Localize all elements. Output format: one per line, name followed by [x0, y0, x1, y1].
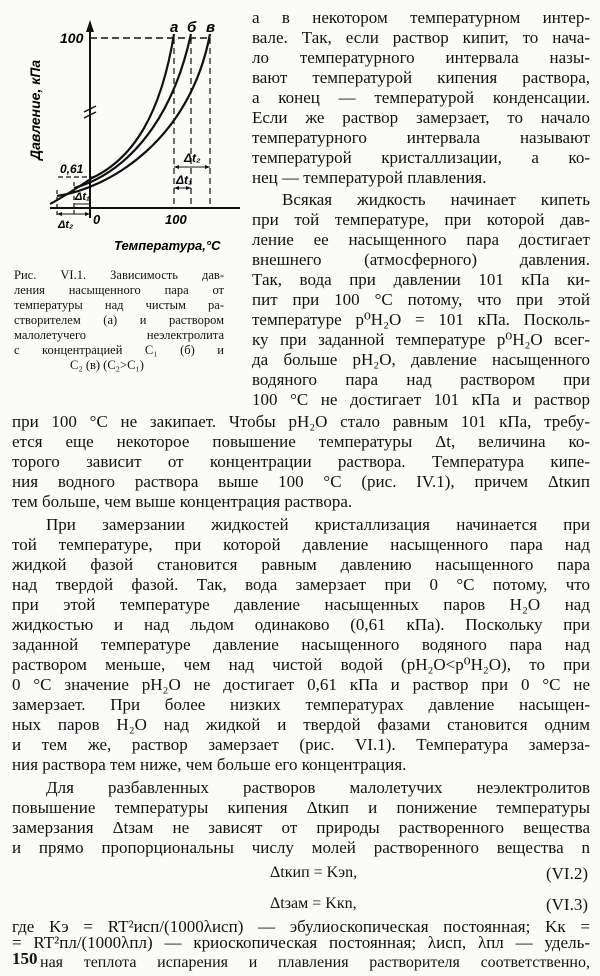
text-line: ется еще некоторое повышение температуры Δt, величина ко-: [12, 432, 590, 451]
text-line: где Kэ = RT²исп/(1000λисп) — эбулиоскопическая постоянная; Kк =: [12, 917, 590, 936]
caption-line: C₂ (в) (C₂>C₁): [70, 358, 144, 372]
text-line: замерзания Δtзам не зависят от природы растворенного вещества: [12, 818, 590, 837]
text-line: ных паров H₂O над жидкой и твердой фазами становится одним: [12, 715, 590, 734]
dt1-low-label: Δt₁: [75, 191, 90, 203]
text-line: вале. Так, если раствор кипит, то нача-: [252, 28, 590, 47]
text-line: и тем же, раствор замерзает (рис. VI.1). Температура замерза-: [12, 735, 590, 754]
vapor-pressure-figure: [10, 10, 250, 272]
text-line: Так, вода при давлении 101 кПа ки-: [252, 270, 590, 289]
text-line: Для разбавленных растворов малолетучих неэлектролитов: [46, 778, 590, 797]
text-line: торого зависит от концентрации раствора. Температура кипе-: [12, 452, 590, 471]
page-number: 150: [12, 949, 38, 968]
x-axis-label: Температура,°С: [114, 238, 221, 253]
text-line: ния водного раствора выше 100 °С (рис. IV.1), причем Δtкип: [12, 472, 590, 491]
curve-label-a: а: [170, 19, 179, 36]
caption-line: Рис. VI.1. Зависимость дав-: [14, 268, 224, 282]
text-line: вают температурой кипения раствора,: [252, 68, 590, 87]
text-line: ния раствора тем ниже, чем больше его концентрация.: [12, 755, 407, 774]
text-line: 0 °С значение pH₂O не достигает 0,61 кПа и раствор при 0 °С не: [12, 675, 590, 694]
text-line: той температуре, при которой давление насыщенного пара над: [12, 535, 590, 554]
text-line: а конец — температурой конденсации.: [252, 88, 590, 107]
caption-line: ления насыщенного пара от: [14, 283, 224, 297]
text-line: заданной температуре давление насыщенного водяного пара над: [12, 635, 590, 654]
text-line: да больше pH₂O, давление насыщенного: [252, 350, 590, 369]
text-line: 100 °С не достигает 101 кПа и раствор: [252, 390, 590, 409]
text-line: ная теплота испарения и плавления растворителя соответственно,: [40, 954, 590, 971]
text-line: нец — температурой плавления.: [252, 168, 487, 187]
text-line: при этой температуре давление насыщенных паров H₂O над: [12, 595, 590, 614]
text-line: жидкостью и над льдом одинаково (0,61 кПа). Поскольку при: [12, 615, 590, 634]
caption-line: температуры над чистым ра-: [14, 298, 224, 312]
text-line: температуре p⁰H₂O = 101 кПа. Посколь-: [252, 310, 590, 329]
text-line: раствором меньше, чем над чистой водой (pH₂O<p⁰H₂O), то при: [12, 655, 590, 674]
text-line: тем больше, чем выше концентрация раствора.: [12, 492, 353, 511]
curve-label-v: в: [206, 19, 216, 36]
text-line: при 100 °С не закипает. Чтобы pH₂O стало равным 101 кПа, требу-: [12, 412, 590, 431]
text-line: внешнего (атмосферного) давления.: [252, 250, 590, 269]
text-line: жидкой фазой становится равным давлению насыщенного пара: [12, 555, 590, 574]
text-line: а в некотором температурном интер-: [252, 8, 590, 27]
text-line: температурного интервала называют: [252, 128, 590, 147]
text-line: и прямо пропорциональны числу молей растворенного вещества n: [12, 838, 590, 857]
text-line: При замерзании жидкостей кристаллизация начинается при: [46, 515, 590, 534]
text-line: температурой кристаллизации, а ко-: [252, 148, 590, 167]
curve-label-b: б: [187, 19, 197, 36]
text-line: пит при 100 °С потому, что при этой: [252, 290, 590, 309]
text-line: повышение температуры кипения Δtкип и понижение температуры: [12, 798, 590, 817]
y-tick-061: 0,61: [60, 162, 84, 176]
equation-number: (VI.2): [545, 864, 588, 883]
text-line: Всякая жидкость начинает кипеть: [282, 190, 590, 209]
dt2-label: Δt₂: [184, 151, 201, 165]
y-axis-label: Давление, кПа: [27, 59, 43, 160]
curve-a: [92, 34, 174, 178]
caption-line: створителем (а) и раствором: [14, 313, 224, 327]
dt2-low-label: Δt₂: [58, 219, 74, 231]
equation-number: (VI.3): [545, 895, 588, 914]
text-line: при той температуре, при которой дав-: [252, 210, 590, 229]
text-line: водяного пара над раствором при: [252, 370, 590, 389]
text-line: = RT²пл/(1000λпл) — криоскопическая постоянная; λисп, λпл — удель-: [12, 933, 590, 952]
x-tick-100: 100: [165, 212, 187, 227]
text-line: ло температурного интервала назы-: [252, 48, 590, 67]
text-line: замерзает. При более низких температурах давление насыщен-: [12, 695, 590, 714]
y-axis-arrow: [86, 20, 94, 32]
x-tick-0: 0: [93, 212, 101, 227]
dt1-label: Δt₁: [176, 173, 193, 187]
equation-formula: Δtкип = Kэn,: [270, 864, 358, 881]
text-line: над твердой фазой. Так, вода замерзает при 0 °С потому, что: [12, 575, 590, 594]
text-line: ку при заданной температуре p⁰H₂O всег-: [252, 330, 590, 349]
y-tick-100: 100: [60, 30, 84, 46]
caption-line: с концентрацией C₁ (б) и: [14, 343, 224, 357]
caption-line: малолетучего неэлектролита: [14, 328, 224, 342]
equation-formula: Δtзам = Kкn,: [270, 895, 357, 912]
text-line: Если же раствор замерзает, то начало: [252, 108, 590, 127]
text-line: ление ее насыщенного пара достигает: [252, 230, 590, 249]
